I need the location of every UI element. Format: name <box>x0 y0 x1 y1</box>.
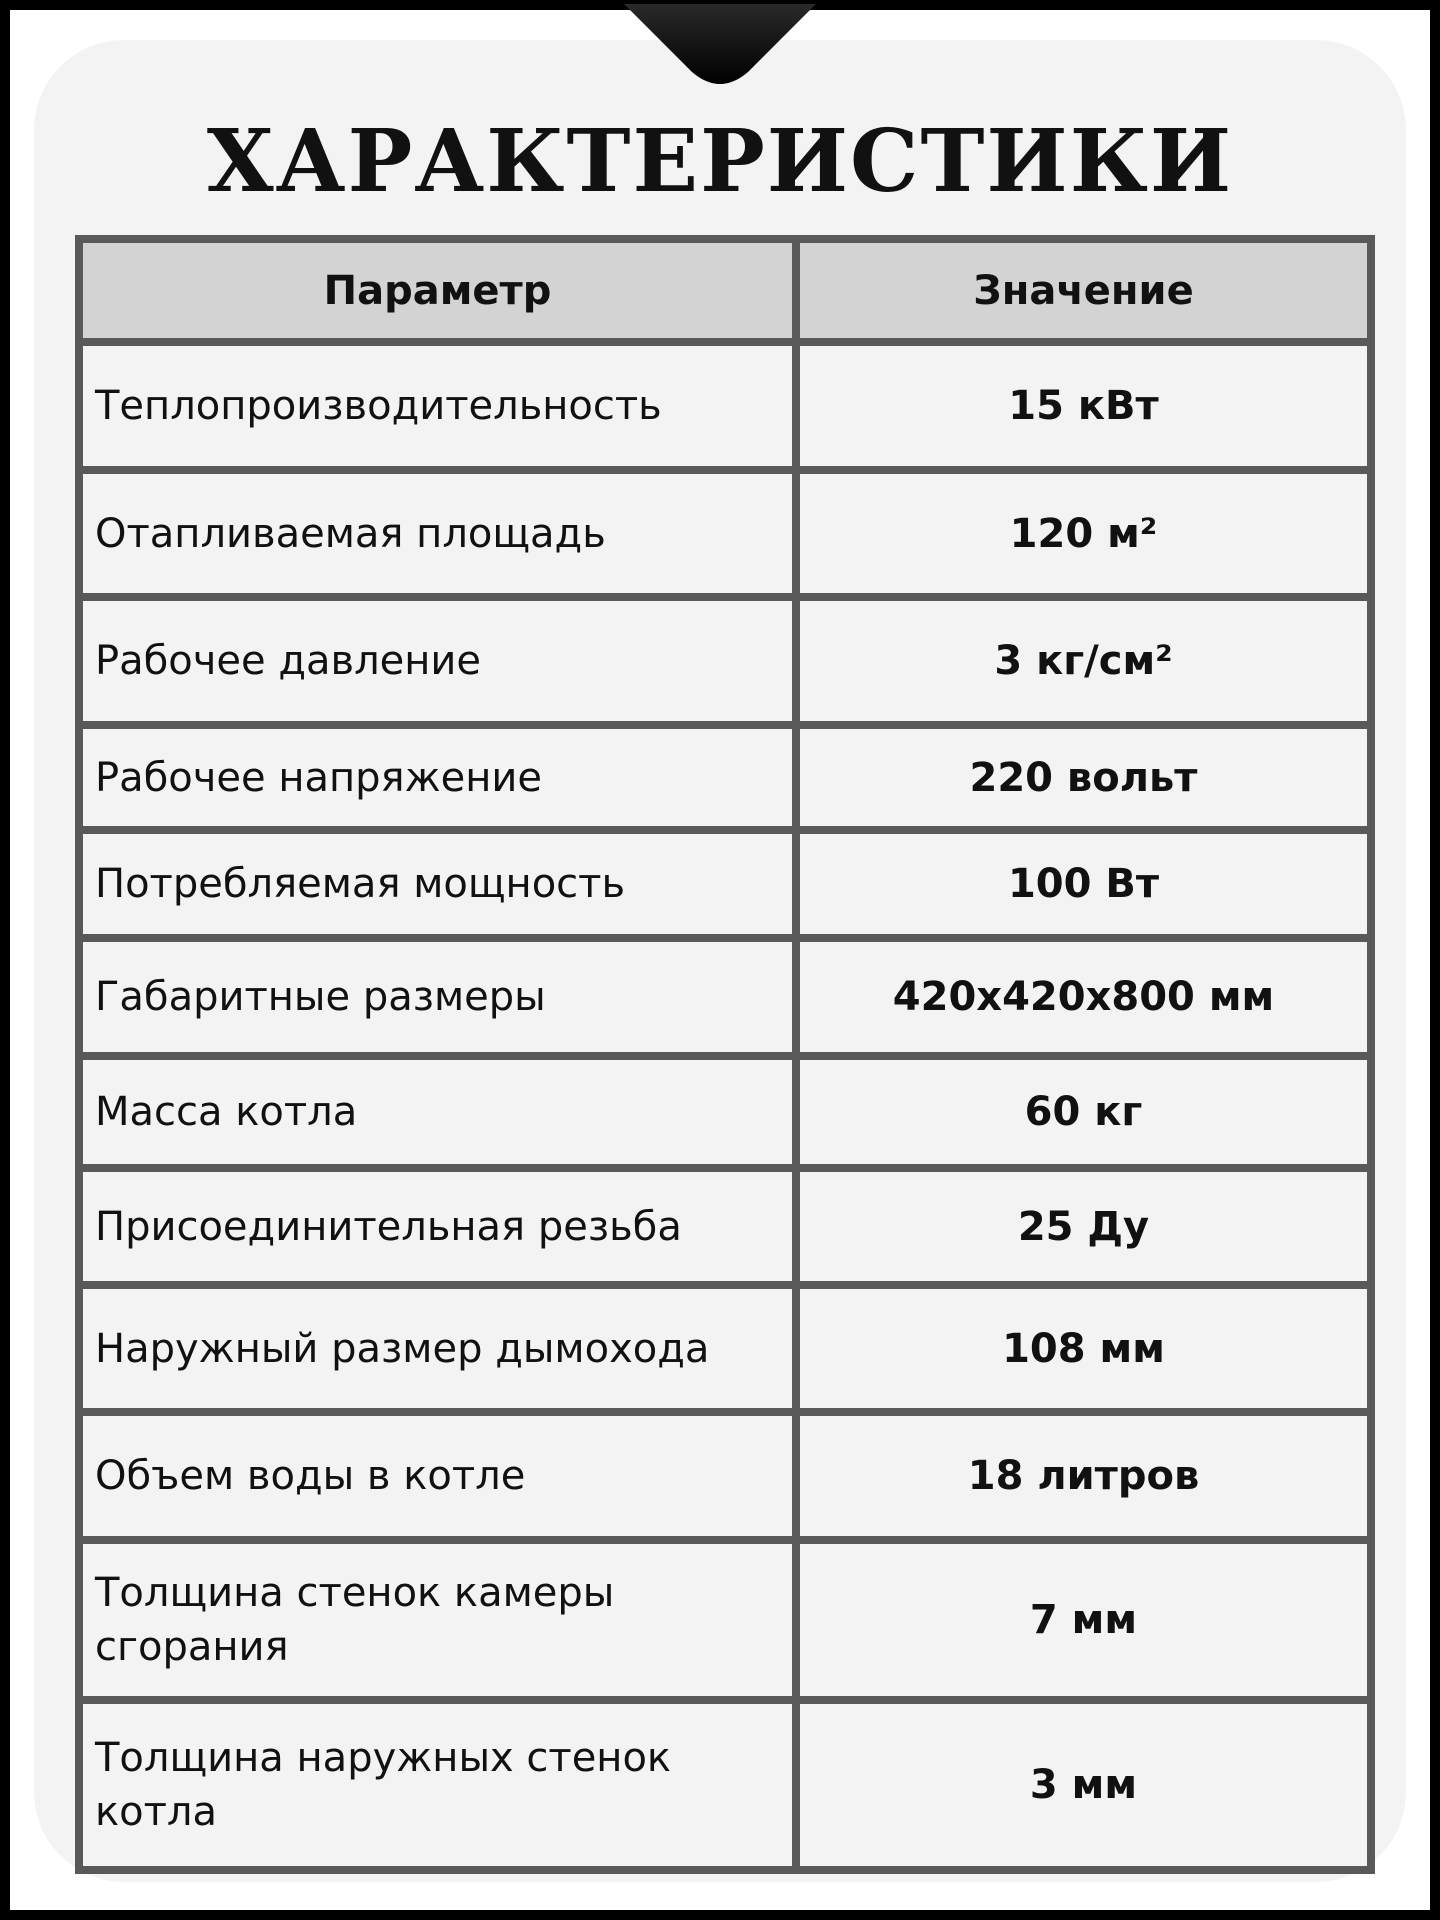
row-parameter: Отапливаемая площадь <box>79 470 796 597</box>
table-row <box>79 1168 1371 1285</box>
row-parameter: Теплопроизводительность <box>79 342 796 470</box>
row-value: 60 кг <box>796 1056 1371 1168</box>
column-header-value: Значение <box>796 239 1371 342</box>
table-row <box>79 342 1371 470</box>
row-value: 100 Вт <box>796 830 1371 938</box>
row-parameter: Потребляемая мощность <box>79 830 796 938</box>
table-row <box>79 938 1371 1056</box>
row-parameter: Присоединительная резьба <box>79 1168 796 1285</box>
row-value: 15 кВт <box>796 342 1371 470</box>
table-header-row <box>79 239 1371 342</box>
table-row <box>79 1700 1371 1870</box>
table-row <box>79 1412 1371 1540</box>
row-value: 120 м² <box>796 470 1371 597</box>
table-row <box>79 470 1371 597</box>
row-parameter: Рабочее давление <box>79 597 796 725</box>
table-row <box>79 1540 1371 1700</box>
row-parameter: Объем воды в котле <box>79 1412 796 1540</box>
table-row <box>79 830 1371 938</box>
row-value: 420х420х800 мм <box>796 938 1371 1056</box>
row-value: 7 мм <box>796 1540 1371 1700</box>
row-parameter: Габаритные размеры <box>79 938 796 1056</box>
row-value: 108 мм <box>796 1285 1371 1412</box>
table-row <box>79 597 1371 725</box>
row-value: 3 мм <box>796 1700 1371 1870</box>
row-parameter: Рабочее напряжение <box>79 725 796 830</box>
row-parameter: Толщина наружных стенок котла <box>79 1700 796 1870</box>
row-value: 18 литров <box>796 1412 1371 1540</box>
row-value: 25 Ду <box>796 1168 1371 1285</box>
row-parameter: Масса котла <box>79 1056 796 1168</box>
column-header-parameter: Параметр <box>79 239 796 342</box>
top-notch-decoration <box>620 0 820 84</box>
table-row <box>79 725 1371 830</box>
row-value: 220 вольт <box>796 725 1371 830</box>
row-parameter: Толщина стенок камеры сгорания <box>79 1540 796 1700</box>
row-value: 3 кг/см² <box>796 597 1371 725</box>
table-row <box>79 1056 1371 1168</box>
row-parameter: Наружный размер дымохода <box>79 1285 796 1412</box>
table-row <box>79 1285 1371 1412</box>
specifications-table <box>75 235 1375 1874</box>
page-title: ХАРАКТЕРИСТИКИ <box>206 111 1234 212</box>
